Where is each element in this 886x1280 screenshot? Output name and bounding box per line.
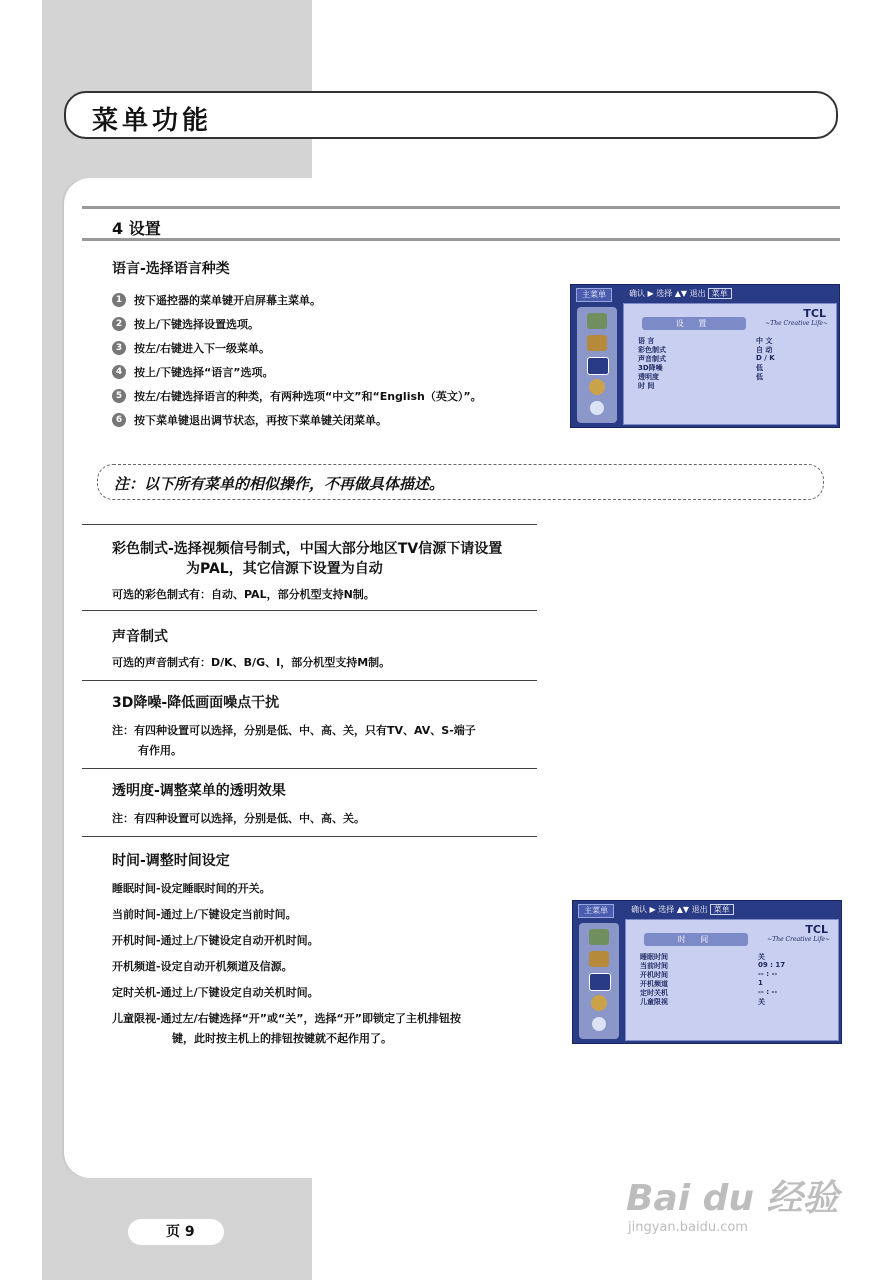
divider	[82, 680, 537, 681]
tv-side-icons	[579, 923, 619, 1039]
tv-menu-panel	[623, 303, 837, 425]
page-title: 菜单功能	[92, 106, 213, 136]
time-item: 儿童限视-通过左/右键选择“开”或“关”，选择“开”即锁定了主机排钮按	[112, 1012, 461, 1025]
noise-desc-2: 有作用。	[138, 744, 182, 757]
step-5: 5 按左/右键选择语言的种类，有两种选项“中文”和“English（英文）”。	[112, 388, 482, 404]
section-rule-bottom	[82, 238, 840, 241]
step-6: 6 按下菜单键退出调节状态，再按下菜单键关闭菜单。	[112, 412, 387, 428]
step-number-3: 3	[112, 341, 126, 355]
tv-menu-settings	[570, 284, 840, 428]
language-heading: 语言-选择语言种类	[112, 261, 230, 277]
baidu-watermark: Bai du 经验	[626, 1178, 839, 1219]
tv-main-menu-tab: 主菜单	[578, 904, 614, 918]
time-item: 定时关机-通过上/下键设定自动关机时间。	[112, 986, 319, 999]
tv-row: 睡眠时间 关	[640, 953, 765, 961]
color-system-heading-2: 为PAL，其它信源下设置为自动	[186, 561, 383, 577]
gear-icon	[589, 379, 605, 395]
divider	[82, 836, 537, 837]
step-number-2: 2	[112, 317, 126, 331]
sound-system-desc: 可选的声音制式有：D/K、B/G、I，部分机型支持M制。	[112, 656, 391, 669]
tv-row: 3D降噪 低	[638, 364, 763, 372]
tv-row: 开机时间 -- : --	[640, 970, 778, 979]
tv-row: 当前时间 09 : 17	[640, 961, 786, 970]
step-3: 3 按左/右键进入下一级菜单。	[112, 340, 270, 356]
tv-main-menu-tab: 主菜单	[576, 288, 612, 302]
time-item-continued: 键，此时按主机上的排钮按键就不起作用了。	[172, 1032, 392, 1045]
tv-top-bar: 确认 ▶ 选择 ▲▼ 退出 菜单	[631, 904, 734, 916]
gear-icon	[591, 995, 607, 1011]
divider	[82, 524, 537, 525]
step-number-4: 4	[112, 365, 126, 379]
section-title: 4 设置	[112, 219, 161, 238]
step-number-6: 6	[112, 413, 126, 427]
noise-heading: 3D降噪-降低画面噪点干扰	[112, 695, 280, 711]
tv-row: 彩色制式 自 动	[638, 346, 773, 354]
tv-side-icons	[577, 307, 617, 423]
time-item: 睡眠时间-设定睡眠时间的开关。	[112, 882, 271, 895]
step-1: 1 按下遥控器的菜单键开启屏幕主菜单。	[112, 292, 321, 308]
tcl-logo: TCL	[805, 923, 828, 936]
search-icon	[592, 1017, 606, 1031]
step-4: 4 按上/下键选择“语言”选项。	[112, 364, 273, 380]
divider	[82, 610, 537, 611]
time-heading: 时间-调整时间设定	[112, 853, 230, 869]
settings-tools-icon	[587, 357, 609, 375]
baidu-watermark-url: jingyan.baidu.com	[628, 1220, 748, 1235]
tcl-logo: TCL	[803, 307, 826, 320]
tv-menu-panel	[625, 919, 839, 1041]
transparency-heading: 透明度-调整菜单的透明效果	[112, 783, 286, 799]
tv-row: 开机频道 1	[640, 979, 763, 988]
tv-menu-header: 设 置	[642, 317, 746, 330]
page-number: 页 9	[128, 1219, 224, 1245]
color-system-desc: 可选的彩色制式有：自动、PAL，部分机型支持N制。	[112, 588, 375, 601]
step-number-1: 1	[112, 293, 126, 307]
tv-row: 声音制式 D / K	[638, 354, 775, 363]
sound-icon	[587, 335, 607, 351]
sound-icon	[589, 951, 609, 967]
tv-row: 时 间	[638, 382, 655, 390]
tv-row: 语 言 中 文	[638, 337, 773, 345]
step-2: 2 按上/下键选择设置选项。	[112, 316, 259, 332]
section-rule-top	[82, 206, 840, 209]
time-item: 开机时间-通过上/下键设定自动开机时间。	[112, 934, 319, 947]
tv-menu-header: 时 间	[644, 933, 748, 946]
sound-system-heading: 声音制式	[112, 629, 168, 645]
tv-menu-time	[572, 900, 842, 1044]
divider	[82, 768, 537, 769]
time-item: 当前时间-通过上/下键设定当前时间。	[112, 908, 297, 921]
note-box	[97, 464, 824, 500]
color-system-heading-1: 彩色制式-选择视频信号制式，中国大部分地区TV信源下请设置	[112, 541, 503, 557]
tv-top-bar: 确认 ▶ 选择 ▲▼ 退出 菜单	[629, 288, 732, 300]
tcl-slogan: ~The Creative Life~	[765, 320, 828, 327]
search-icon	[590, 401, 604, 415]
step-number-5: 5	[112, 389, 126, 403]
picture-icon	[589, 929, 609, 945]
transparency-desc: 注：有四种设置可以选择，分别是低、中、高、关。	[112, 812, 365, 825]
page-title-box	[64, 91, 838, 139]
tv-row: 定时关机 -- : --	[640, 988, 778, 997]
note-text: 注：以下所有菜单的相似操作，不再做具体描述。	[114, 475, 445, 493]
tv-row: 透明度 低	[638, 373, 763, 381]
tv-row: 儿童限视 关	[640, 998, 765, 1006]
picture-icon	[587, 313, 607, 329]
tcl-slogan: ~The Creative Life~	[767, 936, 830, 943]
time-item: 开机频道-设定自动开机频道及信源。	[112, 960, 293, 973]
settings-tools-icon	[589, 973, 611, 991]
noise-desc-1: 注：有四种设置可以选择，分别是低、中、高、关，只有TV、AV、S-端子	[112, 724, 476, 737]
